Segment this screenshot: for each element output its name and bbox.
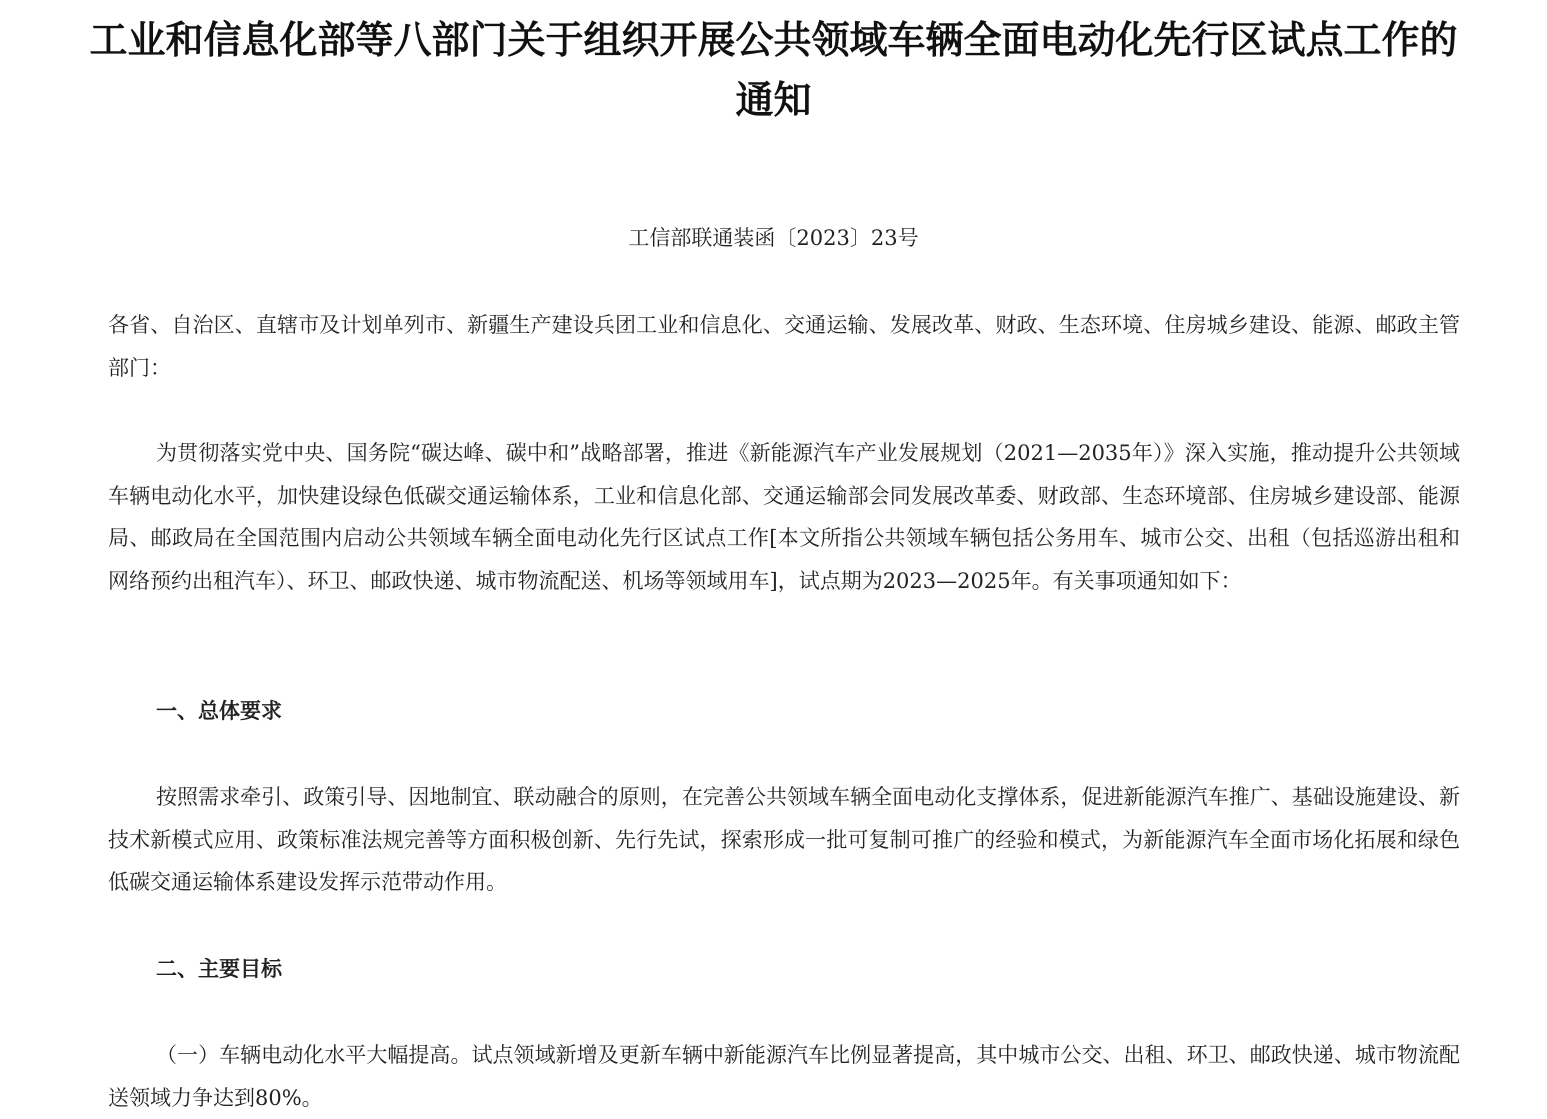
- section-heading-main-goals: 二、主要目标: [156, 956, 282, 981]
- document-number: 工信部联通装函〔2023〕23号: [628, 226, 919, 250]
- intro-paragraph: 为贯彻落实党中央、国务院“碳达峰、碳中和”战略部署，推进《新能源汽车产业发展规划（2021—2035年）》深入实施，推动提升公共领域车辆电动化水平，加快建设绿色低碳交通运输体系，工业和信息化部、交通运输部会同发展改革委、财政部、生态环境部、住房城乡建设部、能源局、邮政局在全国范围内启动公共领域车辆全面电动化先行区试点工作[本文所指公共领域车辆包括公务用车、城市公交、出租（包括巡游出租和网络预约出租汽车）、环卫、邮政快递、城市物流配送、机场等领域用车]，试点期为2023—2025年。有关事项通知如下：: [108, 441, 1460, 594]
- section-paragraph-general-requirements: 按照需求牵引、政策引导、因地制宜、联动融合的原则，在完善公共领域车辆全面电动化支撑体系，促进新能源汽车推广、基础设施建设、新技术新模式应用、政策标准法规完善等方面积极创新、先行先试，探索形成一批可复制可推广的经验和模式，为新能源汽车全面市场化拓展和绿色低碳交通运输体系建设发挥示范带动作用。: [108, 785, 1460, 895]
- section-heading-general-requirements: 一、总体要求: [156, 698, 282, 723]
- goal-item-1-paragraph: （一）车辆电动化水平大幅提高。试点领域新增及更新车辆中新能源汽车比例显著提高，其中城市公交、出租、环卫、邮政快递、城市物流配送领域力争达到80%。: [108, 1043, 1460, 1110]
- document-title: 工业和信息化部等八部门关于组织开展公共领域车辆全面电动化先行区试点工作的通知: [89, 18, 1458, 122]
- addressee-paragraph: 各省、自治区、直辖市及计划单列市、新疆生产建设兵团工业和信息化、交通运输、发展改革、财政、生态环境、住房城乡建设、能源、邮政主管部门：: [108, 313, 1460, 380]
